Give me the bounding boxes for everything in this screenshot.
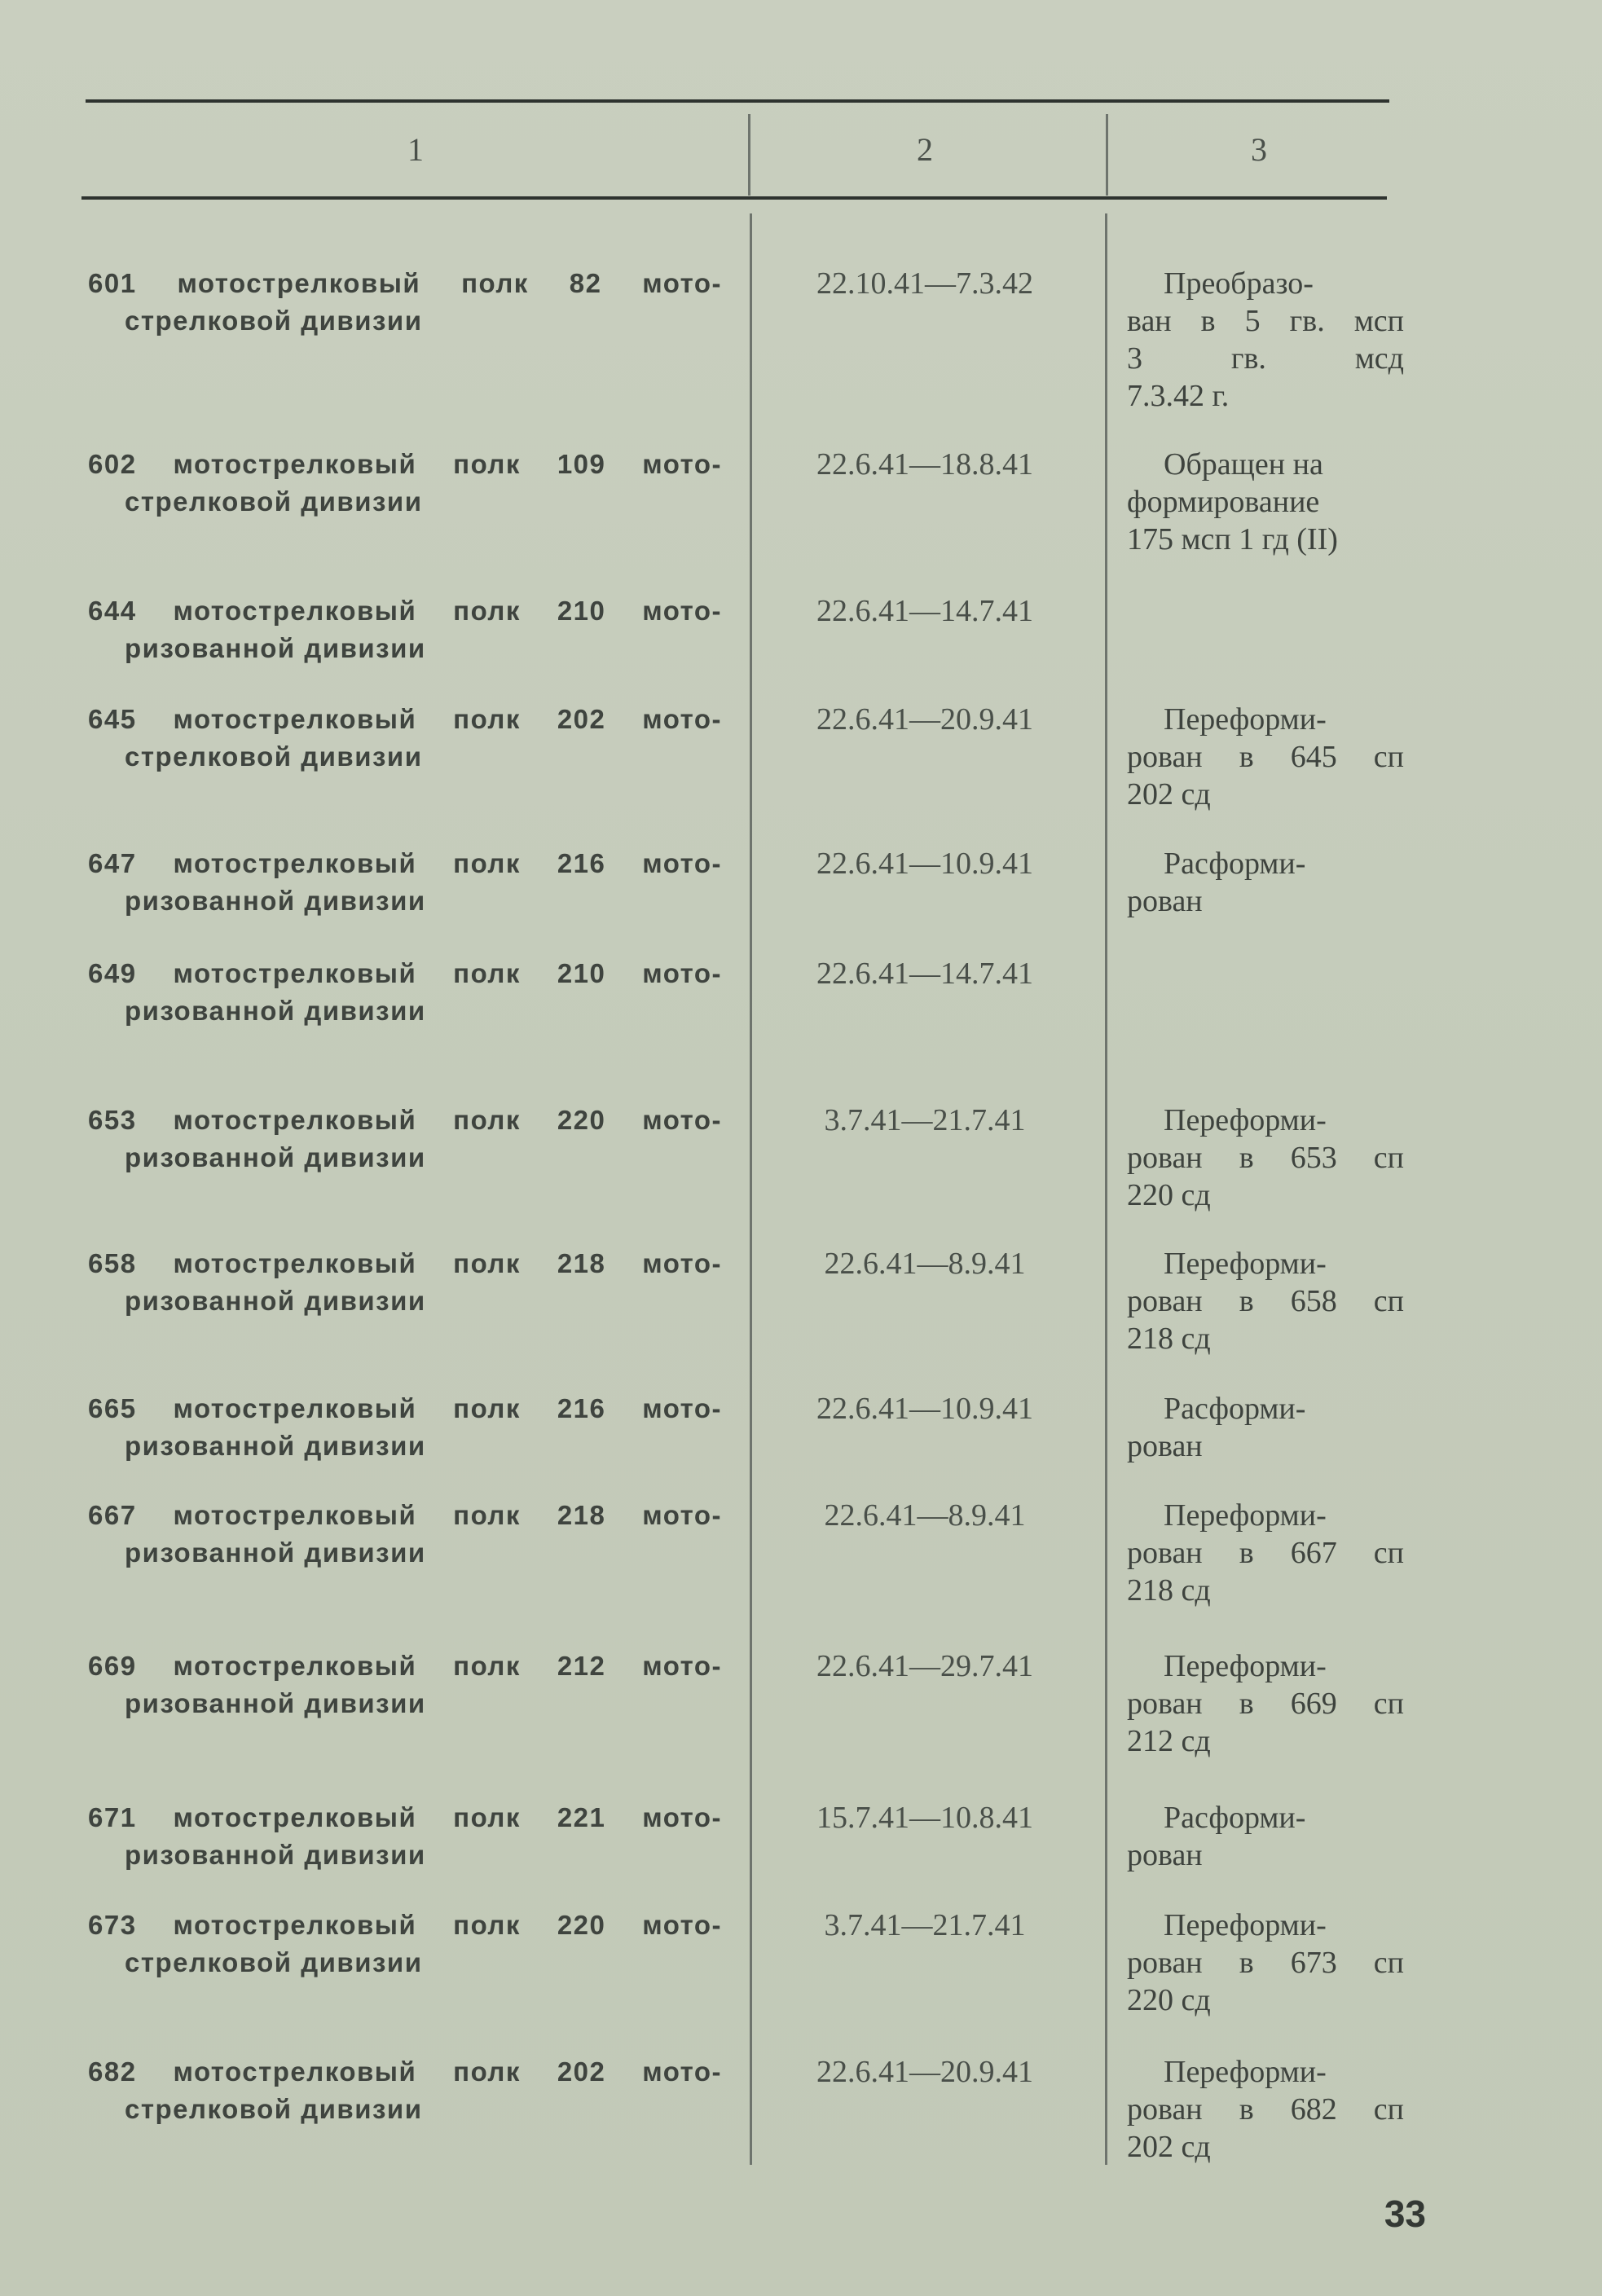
unit-name-line-1: 653 мотострелковый полк 220 мото- xyxy=(88,1105,722,1135)
unit-name-cell xyxy=(88,955,722,1030)
unit-name-cell xyxy=(88,2053,722,2128)
unit-name-line-2: стрелковой дивизии xyxy=(125,1947,423,1977)
note-line: 212 сд xyxy=(1127,1724,1211,1758)
column-header-2: 2 xyxy=(917,131,933,168)
note-cell xyxy=(1127,1102,1404,1214)
note-line: ван в 5 гв. мсп xyxy=(1127,304,1404,338)
note-line: 218 сд xyxy=(1127,1573,1211,1608)
unit-name-line-1: 649 мотострелковый полк 210 мото- xyxy=(88,958,722,988)
dates-cell: 22.10.41—7.3.42 xyxy=(816,266,1033,301)
dates-cell: 15.7.41—10.8.41 xyxy=(816,1801,1033,1835)
unit-name-cell xyxy=(88,265,722,340)
note-cell xyxy=(1127,1390,1404,1465)
dates-cell: 22.6.41—14.7.41 xyxy=(816,594,1033,628)
note-line: рован в 667 сп xyxy=(1127,1536,1404,1570)
note-line: рован xyxy=(1127,1429,1203,1463)
unit-name-cell xyxy=(88,1799,722,1874)
unit-name-cell xyxy=(88,1497,722,1572)
column-header-3: 3 xyxy=(1251,131,1267,168)
unit-name-cell xyxy=(88,1102,722,1177)
note-line: 218 сд xyxy=(1127,1322,1211,1356)
unit-name-line-1: 669 мотострелковый полк 212 мото- xyxy=(88,1651,722,1681)
note-cell xyxy=(1127,1245,1404,1357)
note-cell xyxy=(1127,265,1404,415)
unit-name-cell xyxy=(88,446,722,521)
unit-name-line-1: 658 мотострелковый полк 218 мото- xyxy=(88,1248,722,1278)
unit-name-line-2: ризованной дивизии xyxy=(125,886,426,916)
unit-name-line-1: 665 мотострелковый полк 216 мото- xyxy=(88,1393,722,1423)
unit-name-cell xyxy=(88,592,722,667)
dates-cell: 3.7.41—21.7.41 xyxy=(824,1103,1026,1137)
note-cell xyxy=(1127,1799,1404,1874)
column-header-1: 1 xyxy=(407,131,424,168)
unit-name-line-2: ризованной дивизии xyxy=(125,1431,426,1461)
note-line: Расформи- xyxy=(1164,847,1306,881)
unit-name-line-1: 673 мотострелковый полк 220 мото- xyxy=(88,1910,722,1940)
note-line: Переформи- xyxy=(1164,1498,1327,1533)
unit-name-line-2: ризованной дивизии xyxy=(125,633,426,663)
unit-name-line-1: 645 мотострелковый полк 202 мото- xyxy=(88,704,722,734)
unit-name-line-1: 682 мотострелковый полк 202 мото- xyxy=(88,2056,722,2087)
unit-name-line-2: ризованной дивизии xyxy=(125,1840,426,1870)
unit-name-line-2: ризованной дивизии xyxy=(125,1286,426,1316)
note-line: 7.3.42 г. xyxy=(1127,379,1230,413)
note-line: 3 гв. мсд xyxy=(1127,341,1404,376)
unit-name-line-1: 647 мотострелковый полк 216 мото- xyxy=(88,848,722,878)
note-line: Переформи- xyxy=(1164,1247,1327,1281)
note-line: Переформи- xyxy=(1164,2055,1327,2089)
note-line: рован в 658 сп xyxy=(1127,1284,1404,1318)
unit-name-line-2: ризованной дивизии xyxy=(125,1142,426,1172)
note-cell xyxy=(1127,2053,1404,2166)
note-line: рован в 682 сп xyxy=(1127,2092,1404,2127)
note-line: рован в 653 сп xyxy=(1127,1141,1404,1175)
unit-name-cell xyxy=(88,845,722,920)
dates-cell: 22.6.41—20.9.41 xyxy=(816,702,1033,737)
unit-name-line-2: стрелковой дивизии xyxy=(125,2094,423,2124)
note-line: Переформи- xyxy=(1164,1649,1327,1683)
dates-cell: 22.6.41—18.8.41 xyxy=(816,447,1033,482)
unit-name-line-1: 667 мотострелковый полк 218 мото- xyxy=(88,1500,722,1530)
note-line: 202 сд xyxy=(1127,2130,1211,2164)
note-line: 175 мсп 1 гд (II) xyxy=(1127,522,1338,556)
note-cell xyxy=(1127,845,1404,920)
note-line: рован xyxy=(1127,1838,1203,1872)
unit-name-cell xyxy=(88,1390,722,1465)
unit-name-cell xyxy=(88,1907,722,1982)
note-line: рован в 669 сп xyxy=(1127,1687,1404,1721)
note-line: 202 сд xyxy=(1127,777,1211,812)
note-line: Переформи- xyxy=(1164,1103,1327,1137)
unit-name-line-1: 602 мотострелковый полк 109 мото- xyxy=(88,449,722,479)
note-line: формирование xyxy=(1127,485,1320,519)
unit-name-line-2: ризованной дивизии xyxy=(125,1688,426,1718)
note-line: рован xyxy=(1127,884,1203,918)
note-line: рован в 673 сп xyxy=(1127,1946,1404,1980)
note-cell xyxy=(1127,1497,1404,1609)
note-line: рован в 645 сп xyxy=(1127,740,1404,774)
note-line: 220 сд xyxy=(1127,1983,1211,2017)
unit-name-line-2: стрелковой дивизии xyxy=(125,306,423,336)
note-line: Переформи- xyxy=(1164,702,1327,737)
dates-cell: 22.6.41—8.9.41 xyxy=(824,1498,1026,1533)
page-number: 33 xyxy=(1384,2193,1426,2235)
unit-name-line-2: стрелковой дивизии xyxy=(125,741,423,772)
note-cell xyxy=(1127,701,1404,813)
dates-cell: 22.6.41—8.9.41 xyxy=(824,1247,1026,1281)
unit-name-cell xyxy=(88,1245,722,1320)
note-line: 220 сд xyxy=(1127,1178,1211,1212)
unit-name-cell xyxy=(88,1647,722,1722)
dates-cell: 22.6.41—20.9.41 xyxy=(816,2055,1033,2089)
note-line: Обращен на xyxy=(1164,447,1323,482)
note-line: Преобразо- xyxy=(1164,266,1314,301)
unit-name-line-2: стрелковой дивизии xyxy=(125,486,423,517)
unit-name-line-1: 671 мотострелковый полк 221 мото- xyxy=(88,1802,722,1832)
unit-name-line-2: ризованной дивизии xyxy=(125,1537,426,1568)
dates-cell: 22.6.41—10.9.41 xyxy=(816,1392,1033,1426)
dates-cell: 22.6.41—10.9.41 xyxy=(816,847,1033,881)
note-line: Расформи- xyxy=(1164,1392,1306,1426)
dates-cell: 22.6.41—29.7.41 xyxy=(816,1649,1033,1683)
unit-name-cell xyxy=(88,701,722,776)
dates-cell: 22.6.41—14.7.41 xyxy=(816,957,1033,991)
note-cell xyxy=(1127,1907,1404,2019)
unit-name-line-1: 644 мотострелковый полк 210 мото- xyxy=(88,596,722,626)
note-cell xyxy=(1127,446,1404,558)
note-cell xyxy=(1127,1647,1404,1760)
note-line: Расформи- xyxy=(1164,1801,1306,1835)
dates-cell: 3.7.41—21.7.41 xyxy=(824,1908,1026,1942)
note-line: Переформи- xyxy=(1164,1908,1327,1942)
unit-name-line-1: 601 мотострелковый полк 82 мото- xyxy=(88,268,722,298)
unit-name-line-2: ризованной дивизии xyxy=(125,996,426,1026)
